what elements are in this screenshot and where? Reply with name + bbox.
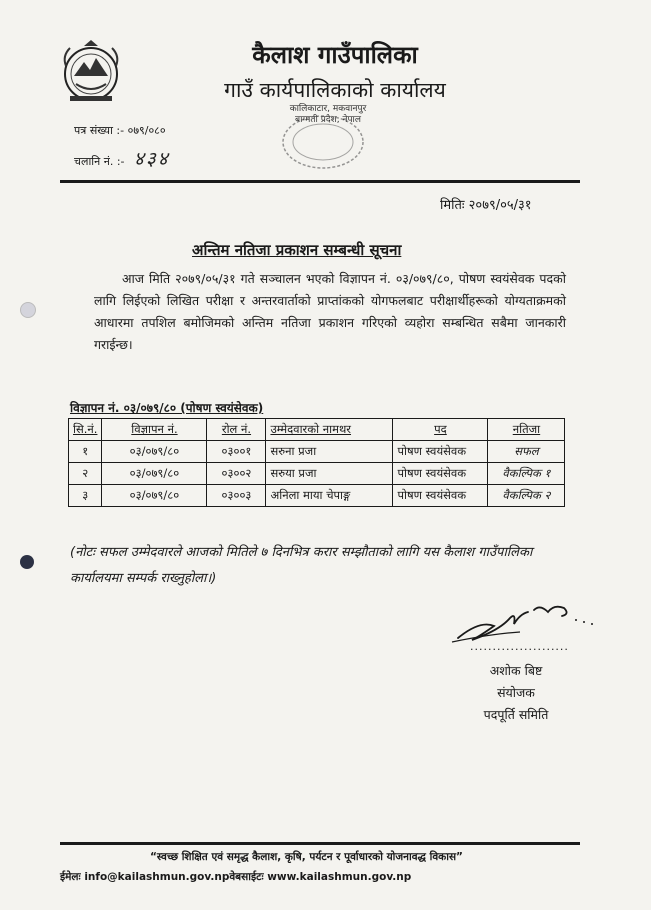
- table-header-row: [69, 419, 565, 441]
- col-advert-no: विज्ञापन नं.: [102, 419, 207, 441]
- cell-candidate-name: सरुना प्रजा: [266, 441, 393, 463]
- signer-name: अशोक बिष्ट: [489, 663, 543, 678]
- table-caption: विज्ञापन नं. ०३/०७९/८० (पोषण स्वयंसेवक): [70, 401, 264, 415]
- dispatch-number: [74, 145, 170, 171]
- cell-candidate-name: अनिला माया चेपाङ्ग: [266, 485, 393, 507]
- col-serial: सि.नं.: [69, 419, 102, 441]
- cell-post: पोषण स्वयंसेवक: [393, 485, 488, 507]
- notice-body: आज मिति २०७९/०५/३१ गते सञ्चालन भएको विज्ञापन नं. ०३/०७९/८०, पोषण स्वयंसेवक पदको लागि लिईएको लिखित परीक्षा र अन्तरवार्ताको प्राप्तांकको योगफलबाट परीक्षार्थीहरूको योग्यताक्रमको आधारमा तपशिल बमोजिमको अन्तिम नतिजा प्रकाशन गरिएको व्यहोरा सम्बन्धित सबैमा जानकारी गराईन्छ।: [94, 271, 566, 352]
- col-post: पद: [393, 419, 488, 441]
- table-row: [69, 441, 565, 463]
- col-candidate-name: उम्मेदवारको नामथर: [266, 419, 393, 441]
- cell-roll-no: ०३००२: [207, 463, 266, 485]
- cell-advert-no: ०३/०७९/८०: [102, 463, 207, 485]
- signer-committee: पदपूर्ति समिति: [483, 707, 549, 722]
- address-line-1: कालिकाटार, मकवानपुर: [289, 104, 367, 114]
- col-result: नतिजा: [488, 419, 565, 441]
- notice-title: अन्तिम नतिजा प्रकाशन सम्बन्धी सूचना: [192, 241, 402, 259]
- cell-serial: १: [69, 441, 102, 463]
- results-table: [68, 418, 565, 507]
- org-name: कैलाश गाउँपालिका: [252, 40, 418, 69]
- cell-roll-no: ०३००३: [207, 485, 266, 507]
- punch-hole: [20, 555, 34, 569]
- cell-roll-no: ०३००१: [207, 441, 266, 463]
- cell-result: वैकल्पिक १: [488, 463, 565, 485]
- dispatch-value: ४३४: [134, 148, 170, 170]
- col-roll-no: रोल नं.: [207, 419, 266, 441]
- office-stamp-icon: [278, 108, 368, 172]
- cell-advert-no: ०३/०७९/८०: [102, 441, 207, 463]
- reference-value: ०७९/०८०: [127, 124, 166, 137]
- cell-advert-no: ०३/०७९/८०: [102, 485, 207, 507]
- cell-serial: २: [69, 463, 102, 485]
- footer-slogan: “स्वच्छ शिक्षित एवं समृद्ध कैलाश, कृषि, पर्यटन र पूर्वाधारको योजनावद्ध विकास”: [150, 851, 463, 863]
- signature-line: ......................: [470, 640, 569, 653]
- cell-serial: ३: [69, 485, 102, 507]
- header-divider: [60, 180, 580, 183]
- cell-candidate-name: सरुया प्रजा: [266, 463, 393, 485]
- reference-label: पत्र संख्या :-: [74, 124, 125, 137]
- notice-note: (नोटः सफल उम्मेदवारले आजको मितिले ७ दिनभित्र करार सम्झौताको लागि यस कैलाश गाउँपालिका कार्यालयमा सम्पर्क राख्नुहोला।): [70, 545, 533, 586]
- letter-date: मितिः २०७९/०५/३१: [440, 198, 532, 213]
- cell-post: पोषण स्वयंसेवक: [393, 463, 488, 485]
- address-line-2: बाग्मती प्रदेश, नेपाल: [295, 115, 361, 125]
- footer-divider: [60, 842, 580, 845]
- signer-title: संयोजक: [497, 685, 535, 700]
- reference-number: [74, 123, 166, 138]
- cell-post: पोषण स्वयंसेवक: [393, 441, 488, 463]
- table-row: [69, 485, 565, 507]
- table-row: [69, 463, 565, 485]
- cell-result: वैकल्पिक २: [488, 485, 565, 507]
- cell-result: सफल: [488, 441, 565, 463]
- footer-contact: ईमेलः info@kailashmun.gov.npवेबसाईटः www.kailashmun.gov.np: [60, 871, 412, 883]
- punch-hole: [20, 302, 36, 318]
- dispatch-label: चलानि नं. :-: [74, 155, 125, 168]
- nepal-government-emblem-icon: [56, 36, 126, 106]
- office-name: गाउँ कार्यपालिकाको कार्यालय: [224, 78, 446, 102]
